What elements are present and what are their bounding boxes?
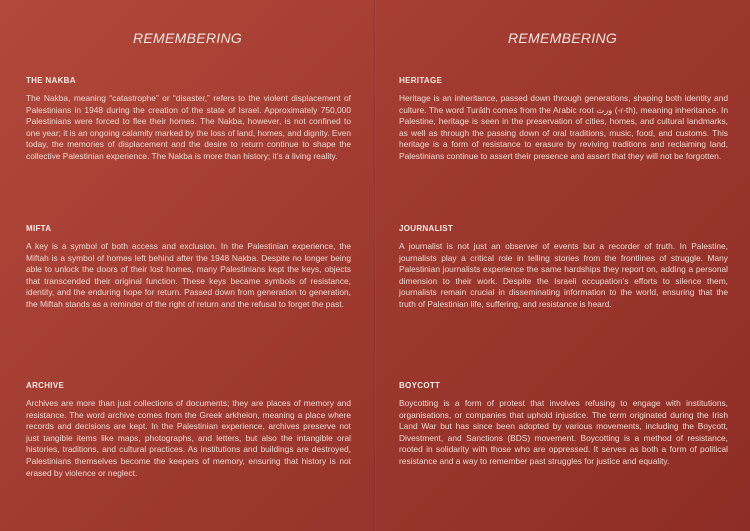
page-title: REMEMBERING: [132, 30, 243, 46]
section-body: Archives are more than just collections of documents; they are places of memory and resistance. The word archive comes from the Greek arkheion, meaning a place where records and decisions are kept. In the Palestinian experience, archives preserve not just tangible items like maps, photographs, and letters, but also the intangible oral histories, traditions, and cultural practices. As institutions and buildings are destroyed, Palestinians themselves become the keepers of memory, ensuring that history is not erased by violence or neglect.: [26, 398, 351, 478]
section-heading: THE NAKBA: [26, 76, 76, 85]
section-heading: ARCHIVE: [26, 381, 65, 390]
section-archive: [26, 381, 351, 479]
section-journalist: [399, 224, 728, 311]
section-heading: MIFTA: [26, 224, 52, 233]
section-body: Boycotting is a form of protest that involves refusing to engage with institutions, organisations, or companies that uphold injustice. The term originated during the Irish Land War but has since been adopted by various movements, including the Boycott, Divestment, and Sanctions (BDS) movement. Boycotting is a method of resistance, rooted in solidarity with those who are oppressed. It serves as both a form of political resistance and a way to remember past struggles for justice and equality.: [399, 398, 728, 466]
section-boycott: [399, 381, 728, 468]
section-body: The Nakba, meaning “catastrophe” or “disaster,” refers to the violent displacement of Palestinians in 1948 during the creation of the state of Israel. Approximately 750,000 Palestinians were forced to flee their homes. The Nakba, however, is not confined to one year; it is an ongoing calamity marked by the loss of land, homes, and dignity. Even today, the memories of displacement and the desire to return continue to shape the collective Palestinian experience. The Nakba is more than history; it’s a living reality.: [26, 93, 351, 161]
right-page: [375, 0, 750, 531]
section-body: A key is a symbol of both access and exclusion. In the Palestinian experience, the Miftah is a symbol of homes left behind after the 1948 Nakba. Despite no longer being able to unlock the doors of their lost homes, many Palestinians kept the keys, objects that transcended their original function. These keys became symbols of resistance, identity, and the enduring hope for return. Passed down from generation to generation, the Miftah stands as a reminder of the right of return and the refusal to forget the past.: [26, 241, 351, 309]
section-heading: JOURNALIST: [399, 224, 454, 233]
section-the-nakba: [26, 76, 351, 163]
page-title: REMEMBERING: [507, 30, 618, 46]
section-heading: HERITAGE: [399, 76, 443, 85]
section-body: Heritage is an inheritance, passed down through generations, shaping both identity and culture. The word Turāth comes from the Arabic root ورث (‑r‑th), meaning inheritance. In Palestine, heritage is seen in the preservation of cities, homes, and cultural landmarks, as well as through the passing down of oral traditions, music, food, and customs. This heritage is a form of resistance to erasure by reviving traditions and reclaiming land, Palestinians continue to assert their presence and assert that they will not be forgotten.: [399, 93, 728, 161]
section-mifta: [26, 224, 351, 311]
section-heritage: [399, 76, 728, 163]
section-heading: BOYCOTT: [399, 381, 441, 390]
section-body: A journalist is not just an observer of events but a recorder of truth. In Palestine, journalists play a critical role in telling stories from the frontlines of struggle. Many Palestinian journalists experience the same hardships they report on, adding a personal dimension to their work. Despite the Israeli occupation’s efforts to silence them, journalists remain crucial in disseminating information to the world, ensuring that the truth of Palestinian life, suffering, and resistance is heard.: [399, 241, 728, 309]
